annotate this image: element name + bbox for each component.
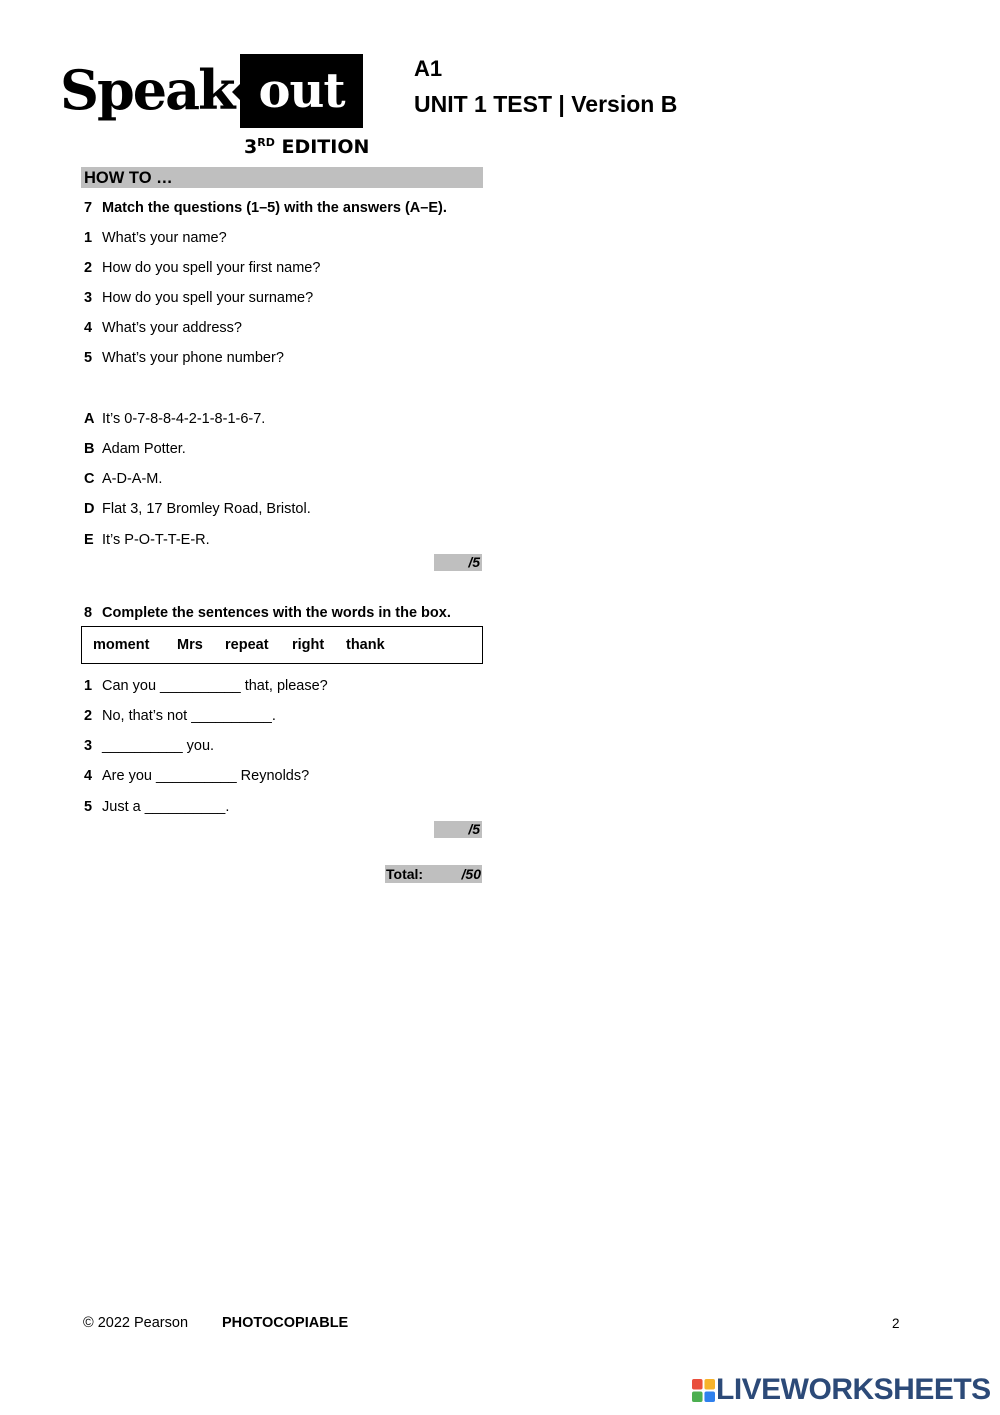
exercise7-instruction: Match the questions (1–5) with the answers (A–E). [102, 200, 447, 216]
edition-word: EDITION [281, 136, 370, 158]
exercise8-number: 8 [84, 605, 93, 621]
sentence-number: 5 [84, 799, 93, 815]
total-label: Total: [386, 866, 424, 882]
answer-item [84, 531, 210, 549]
sentence-item [84, 737, 214, 755]
sentence-item [84, 677, 328, 695]
exercise8-score: /5 [468, 821, 480, 837]
sentence-item [84, 767, 309, 785]
sentence-item [84, 707, 276, 725]
edition-suffix: RD [257, 136, 275, 149]
question-number: 4 [84, 320, 93, 336]
exercise7-score-box [434, 554, 482, 571]
liveworksheets-watermark: LIVEWORKSHEETS [716, 1373, 991, 1406]
question-text: What’s your address? [102, 320, 242, 336]
sentence-text[interactable]: No, that’s not __________. [102, 708, 276, 724]
edition-number: 3 [244, 136, 258, 158]
answer-item [84, 410, 265, 428]
sentence-item [84, 798, 229, 816]
level-label: A1 [414, 56, 443, 81]
answer-letter: D [84, 501, 95, 517]
answer-text: A-D-A-M. [102, 471, 163, 487]
page-number: 2 [892, 1316, 900, 1331]
answer-letter: A [84, 411, 95, 427]
total-value: /50 [461, 866, 481, 882]
word-box-item: Mrs [177, 637, 203, 653]
answer-item [84, 440, 186, 458]
question-item [84, 259, 320, 277]
exercise8-instruction: Complete the sentences with the words in the box. [102, 605, 451, 621]
word-box-item: right [292, 637, 325, 653]
question-text: How do you spell your surname? [102, 290, 314, 306]
question-number: 3 [84, 290, 93, 306]
sentence-text[interactable]: Are you __________ Reynolds? [102, 768, 310, 784]
answer-item [84, 470, 162, 488]
question-number: 2 [84, 260, 93, 276]
answer-letter: B [84, 441, 95, 457]
question-number: 5 [84, 350, 93, 366]
answer-text: It’s 0-7-8-8-4-2-1-8-1-6-7. [102, 411, 266, 427]
question-number: 1 [84, 230, 93, 246]
footer-photocopiable: PHOTOCOPIABLE [222, 1315, 349, 1331]
logo-edition [244, 136, 369, 158]
sentence-number: 1 [84, 678, 93, 694]
question-text: How do you spell your first name? [102, 260, 321, 276]
question-item [84, 229, 227, 247]
question-item [84, 289, 313, 307]
answer-letter: E [84, 532, 94, 548]
word-box-item: thank [346, 637, 385, 653]
exercise7-number: 7 [84, 200, 93, 216]
test-title: UNIT 1 TEST | Version B [414, 91, 678, 117]
liveworksheets-logo-icon [692, 1379, 715, 1402]
answer-text: Flat 3, 17 Bromley Road, Bristol. [102, 501, 311, 517]
question-text: What’s your phone number? [102, 350, 284, 366]
answer-text: Adam Potter. [102, 441, 186, 457]
logo-speak-text: Speak [60, 58, 234, 122]
answer-item [84, 500, 311, 518]
exercise7-score: /5 [468, 554, 480, 570]
sentence-text[interactable]: __________ you. [102, 738, 215, 754]
footer-copyright: © 2022 Pearson [83, 1315, 189, 1331]
exercise8-heading [84, 604, 451, 622]
word-box-item: repeat [225, 637, 269, 653]
sentence-number: 3 [84, 738, 93, 754]
section-title: HOW TO … [84, 169, 173, 187]
total-score-box [385, 865, 482, 883]
sentence-text[interactable]: Just a __________. [102, 799, 230, 815]
sentence-number: 2 [84, 708, 93, 724]
answer-letter: C [84, 471, 95, 487]
question-item [84, 319, 242, 337]
question-text: What’s your name? [102, 230, 227, 246]
sentence-text[interactable]: Can you __________ that, please? [102, 678, 328, 694]
logo-out-text: out [258, 63, 345, 119]
answer-text: It’s P-O-T-T-E-R. [102, 532, 210, 548]
sentence-number: 4 [84, 768, 93, 784]
exercise7-heading [84, 199, 447, 217]
word-box-item: moment [93, 637, 150, 653]
exercise8-score-box [434, 821, 482, 838]
question-item [84, 349, 284, 367]
